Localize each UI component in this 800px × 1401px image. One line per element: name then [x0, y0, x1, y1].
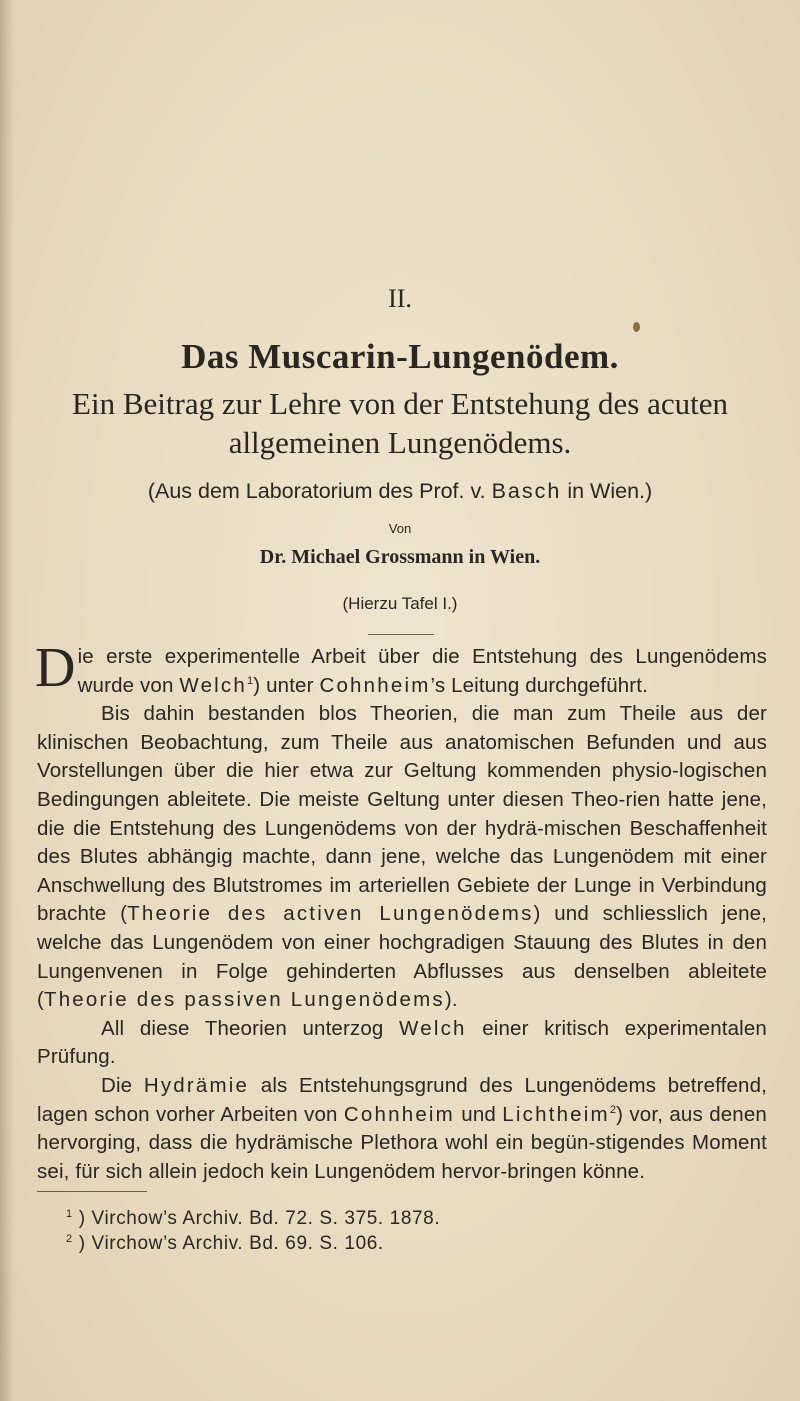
text: als Entstehungsgrund des Lungenödems betreffend, lagen schon vorher Arbeiten von [37, 1073, 767, 1126]
byline-von: Von [388, 521, 412, 536]
text: ) und schliesslich jene, welche das Lungenödem von einer hochgradigen Stauung des Blutes in den Lungenvenen in Folge gehinderten Abflusses aus denselben ableitete ( [37, 902, 768, 1012]
body-text [35, 637, 768, 1186]
footnote-rule [37, 1191, 147, 1192]
text: ) vor, aus denen hervorging, dass die hydrämische Plethora wohl ein begün-stigendes Moment sei, für sich allein jedoch kein Lungenödem hervor-bringen könne. [37, 1102, 767, 1183]
text: All diese Theorien unterzog [101, 1016, 384, 1040]
text: ie erste experimentelle Arbeit über die Entstehung des Lungenödems wurde von [77, 645, 767, 697]
drop-cap: D [35, 637, 76, 699]
plate-note: (Hierzu Tafel I.) [342, 594, 458, 613]
text: ). [444, 988, 458, 1012]
spaced-term-hydraemie: Hydrämie [143, 1073, 250, 1097]
footnote-ref-2: 2 [609, 1103, 617, 1116]
paragraph-2 [37, 700, 767, 1015]
name-cohnheim: Cohnheim [319, 673, 431, 697]
paragraph-3 [37, 1015, 767, 1072]
text: Bis dahin bestanden blos Theorien, die man zum Theile aus der klinischen Beobachtung, zum Theile aus anatomischen Befunden und aus Vorstellungen über die hier etwa zur Geltung kommenden physio-logischen Bedingungen ableitete. Die meiste Geltung unter diesen Theo-rien hatte jene, die die Entstehung des Lungenödems von der hydrä-mischen Beschaffenheit des Blutes abhängig machte, dann jene, welche das Lungenödem mit einer Anschwellung des Blutstromes im arteriellen Gebiete der Lunge in Verbindung brachte ( [37, 702, 767, 926]
paper-speck [633, 322, 640, 332]
footnote-mark: 2 [66, 1233, 73, 1245]
footnote-text: ) Virchow’s Archiv. Bd. 72. S. 375. 1878. [78, 1208, 441, 1229]
footnote-mark: 1 [66, 1208, 73, 1220]
name-welch: Welch [399, 1016, 467, 1040]
spaced-term-passive: Theorie des passiven Lungenödems [43, 988, 445, 1012]
page-edge-shadow [0, 0, 14, 1401]
name-welch: Welch [179, 673, 247, 697]
footnote-2 [66, 1231, 722, 1256]
paragraph-1 [35, 637, 767, 700]
affiliation-post: in Wien.) [567, 479, 653, 503]
subtitle-line-1: Ein Beitrag zur Lehre von der Entstehung des acuten [72, 386, 728, 421]
text: ) unter [253, 673, 314, 697]
text: Die [101, 1073, 133, 1097]
affiliation-pre: (Aus dem Laboratorium des Prof. v. [147, 479, 486, 503]
header-divider [368, 634, 434, 635]
spaced-term-active: Theorie des activen Lungenödems [127, 902, 534, 926]
author-name: Dr. Michael Grossmann in Wien. [259, 546, 541, 568]
footnote-ref-1: 1 [246, 674, 254, 687]
chapter-numeral: II. [388, 284, 412, 313]
footnotes [66, 1206, 722, 1256]
text: und [461, 1102, 496, 1126]
paragraph-4 [37, 1072, 767, 1186]
footnote-1 [66, 1206, 722, 1231]
text: einer kritisch experimentalen Prüfung. [37, 1016, 767, 1069]
text: ’s Leitung durchgeführt. [430, 673, 648, 697]
footnote-text: ) Virchow’s Archiv. Bd. 69. S. 106. [78, 1233, 384, 1254]
article-title: Das Muscarin-Lungenödem. [181, 337, 619, 376]
name-lichtheim: Lichtheim [502, 1102, 610, 1126]
name-cohnheim: Cohnheim [343, 1102, 455, 1126]
affiliation [0, 479, 800, 504]
subtitle-line-2: allgemeinen Lungenödems. [228, 425, 572, 460]
affiliation-name: Basch [491, 479, 562, 503]
